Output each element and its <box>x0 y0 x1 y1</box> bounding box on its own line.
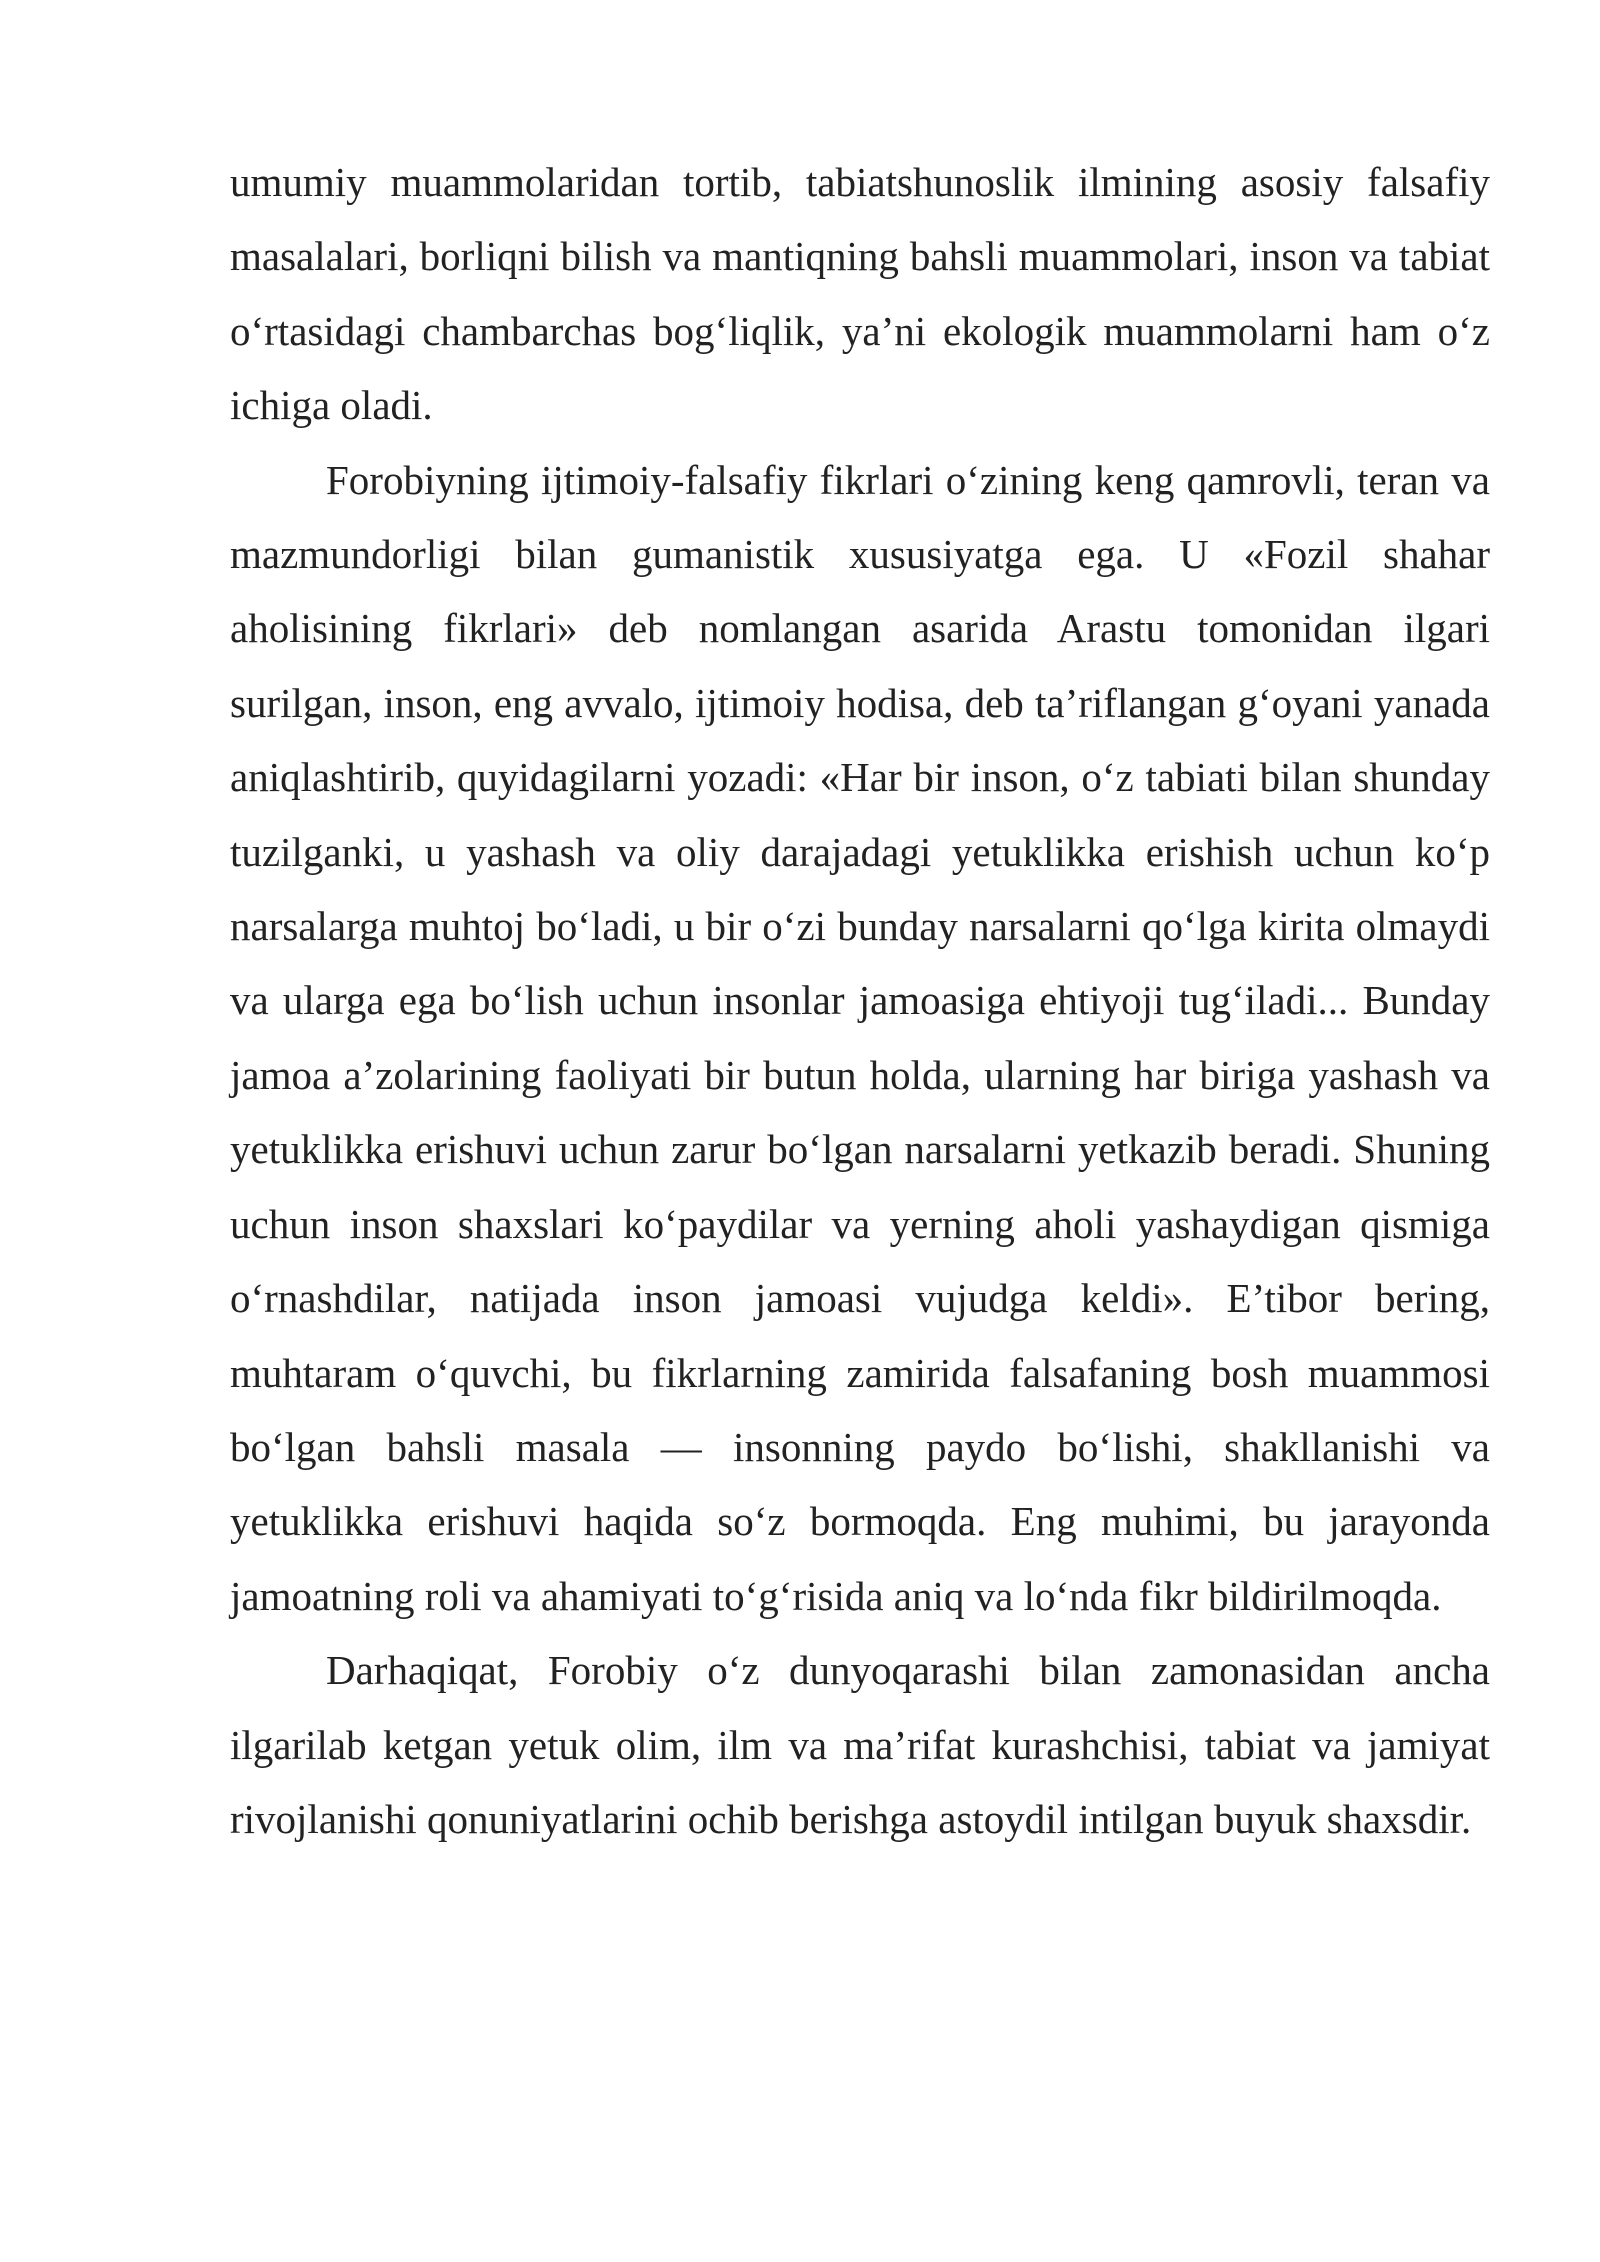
document-body <box>230 145 1490 1856</box>
paragraph-conclusion: Darhaqiqat, Forobiy o‘z dunyoqarashi bilan zamonasidan ancha ilgarilab ketgan yetuk olim, ilm va ma’rifat kurashchisi, tabiat va jamiyat rivojlanishi qonuniyatlarini ochib berishga astoydil intilgan buyuk shaxsdir. <box>230 1647 1490 1842</box>
paragraph-continuation: umumiy muammolaridan tortib, tabiatshunoslik ilmining asosiy falsafiy masalalari, borliqni bilish va mantiqning bahsli muammolari, inson va tabiat o‘rtasidagi chambarchas bog‘liqlik, ya’ni ekologik muammolarni ham o‘z ichiga oladi. <box>230 159 1490 429</box>
paragraph-forobiy-social-views: Forobiyning ijtimoiy-falsafiy fikrlari o‘zining keng qamrovli, teran va mazmundorligi bilan gumanistik xususiyatga ega. U «Fozil shahar aholisining fikrlari» deb nomlangan asarida Arastu tomonidan ilgari surilgan, inson, eng avvalo, ijtimoiy hodisa, deb ta’riflangan g‘oyani yanada aniqlashtirib, quyidagilarni yozadi: «Har bir inson, o‘z tabiati bilan shunday tuzilganki, u yashash va oliy darajadagi yetuklikka erishish uchun ko‘p narsalarga muhtoj bo‘ladi, u bir o‘zi bunday narsalarni qo‘lga kirita olmaydi va ularga ega bo‘lish uchun insonlar jamoasiga ehtiyoji tug‘iladi... Bunday jamoa a’zolarining faoliyati bir butun holda, ularning har biriga yashash va yetuklikka erishuvi uchun zarur bo‘lgan narsalarni yetkazib beradi. Shuning uchun inson shaxslari ko‘paydilar va yerning aholi yashaydigan qismiga o‘rnashdilar, natijada inson jamoasi vujudga keldi». E’tibor bering, muhtaram o‘quvchi, bu fikrlarning zamirida falsafaning bosh muammosi bo‘lgan bahsli masala — insonning paydo bo‘lishi, shakllanishi va yetuklikka erishuvi haqida so‘z bormoqda. Eng muhimi, bu jarayonda jamoatning roli va ahamiyati to‘g‘risida aniq va lo‘nda fikr bildirilmoqda. <box>230 456 1490 1619</box>
